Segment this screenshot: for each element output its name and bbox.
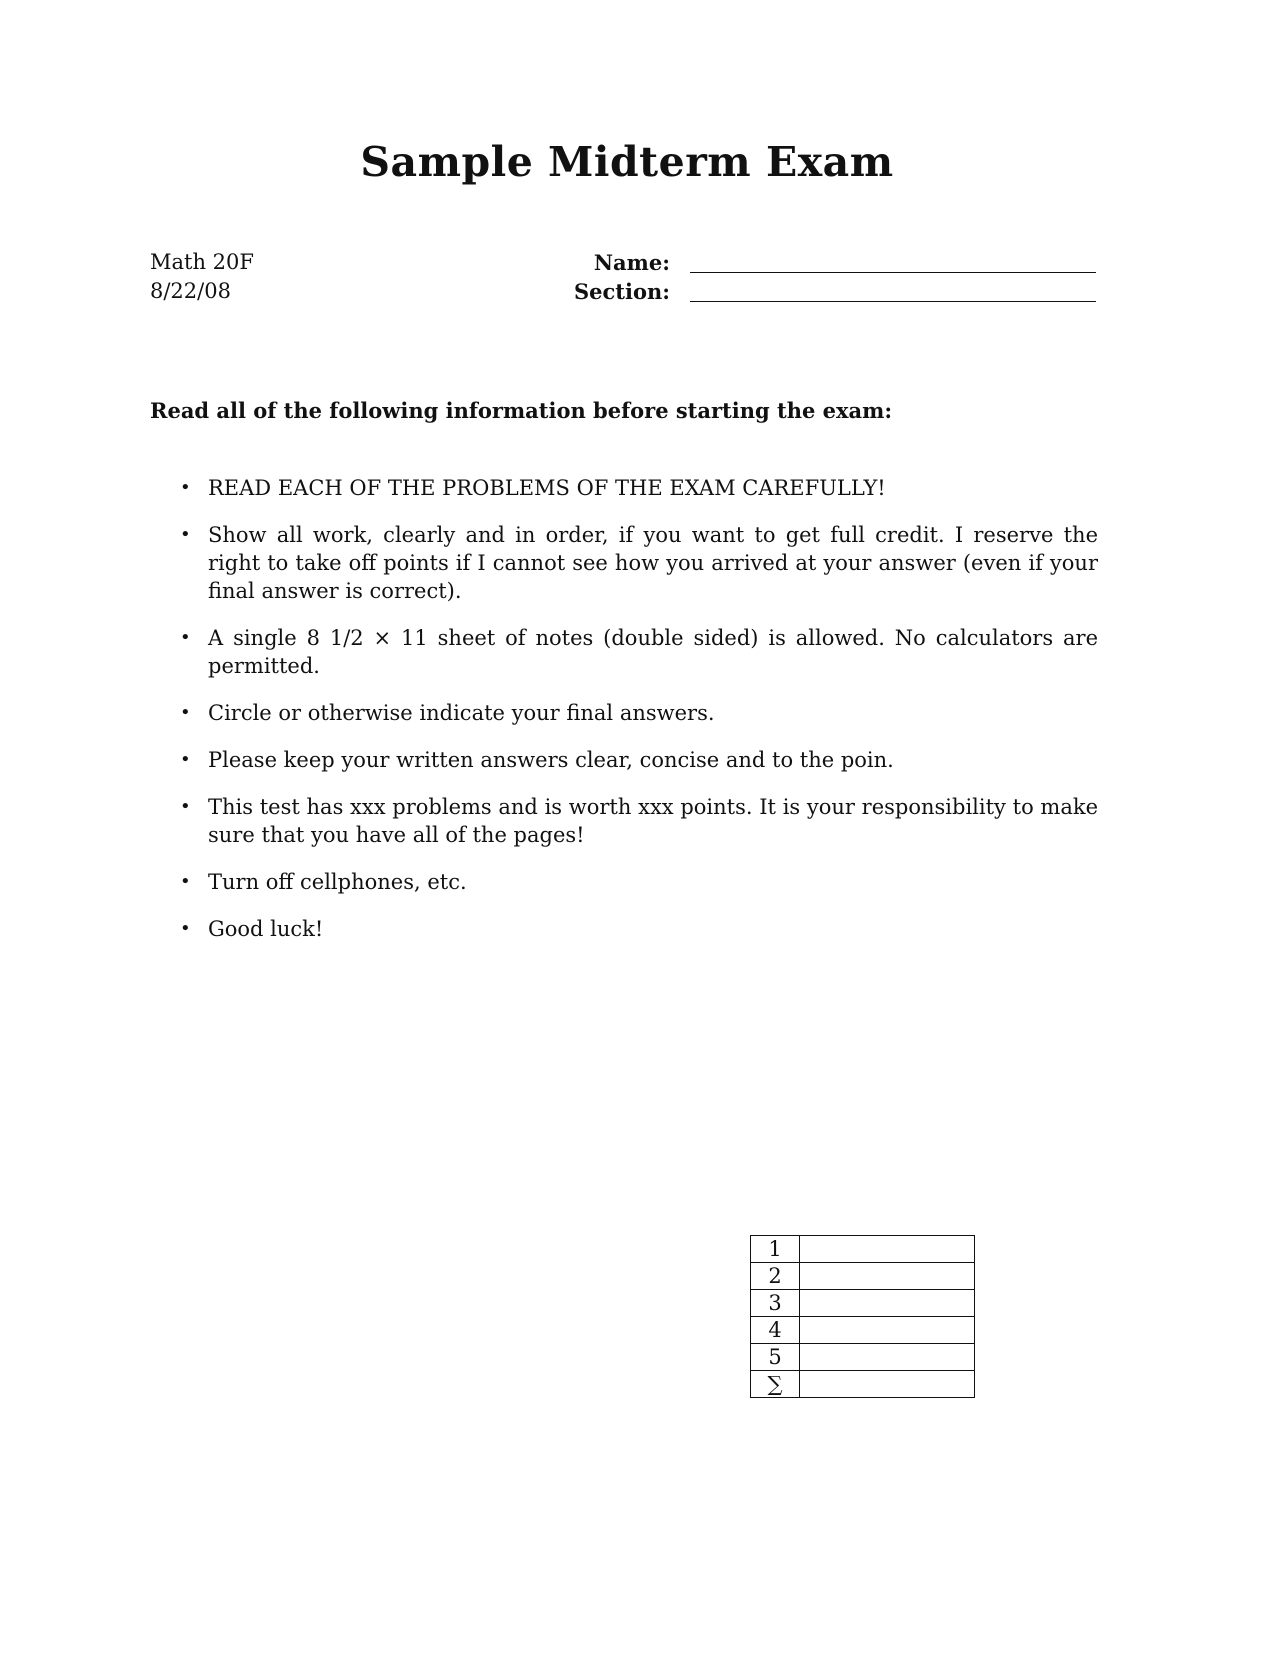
score-cell[interactable] [800,1263,975,1290]
list-item [150,868,1098,896]
list-item-text: Show all work, clearly and in order, if you want to get full credit. I reserve the right to take off points if I cannot see how you arrived at your answer (even if your final answer is correct). [208,523,1098,603]
name-label: Name: [593,250,670,275]
total-sum-icon: ∑ [751,1371,800,1398]
problem-number: 5 [751,1344,800,1371]
list-item [150,521,1098,605]
score-table [750,1235,975,1398]
list-item-text: This test has xxx problems and is worth xxx points. It is your responsibility to make sure that you have all of the pages! [208,795,1098,847]
page-title: Sample Midterm Exam [360,138,894,186]
name-field-row [520,248,1100,277]
course-info [150,248,254,306]
list-item [150,746,1098,774]
problem-number: 1 [751,1236,800,1263]
bullet-icon: • [180,702,191,723]
section-field-row [520,277,1100,306]
score-cell[interactable] [800,1236,975,1263]
total-score-cell[interactable] [800,1371,975,1398]
list-item-text: Circle or otherwise indicate your final answers. [208,701,715,725]
problem-number: 2 [751,1263,800,1290]
list-item [150,699,1098,727]
student-fields [520,248,1100,306]
table-row [751,1290,975,1317]
bullet-icon: • [180,749,191,770]
problem-number: 3 [751,1290,800,1317]
list-item-text: READ EACH OF THE PROBLEMS OF THE EXAM CAREFULLY! [208,476,886,500]
bullet-icon: • [180,524,191,545]
list-item-text: A single 8 1/2 × 11 sheet of notes (double sided) is allowed. No calculators are permitted. [208,626,1098,678]
score-cell[interactable] [800,1317,975,1344]
bullet-icon: • [180,871,191,892]
section-blank-line[interactable] [690,301,1096,302]
bullet-icon: • [180,918,191,939]
list-item [150,474,1098,502]
table-row [751,1317,975,1344]
list-item-text: Good luck! [208,917,324,941]
list-item-text: Turn off cellphones, etc. [208,870,467,894]
exam-date: 8/22/08 [150,279,231,303]
bullet-icon: • [180,477,191,498]
score-cell[interactable] [800,1290,975,1317]
course-name: Math 20F [150,250,254,274]
table-row [751,1371,975,1398]
list-item [150,793,1098,849]
list-item [150,915,1098,943]
list-item-text: Please keep your written answers clear, concise and to the poin. [208,748,894,772]
name-blank-line[interactable] [690,272,1096,273]
instructions-list [150,474,1098,962]
bullet-icon: • [180,627,191,648]
score-cell[interactable] [800,1344,975,1371]
instructions-heading: Read all of the following information before starting the exam: [150,398,893,423]
bullet-icon: • [180,796,191,817]
problem-number: 4 [751,1317,800,1344]
table-row [751,1344,975,1371]
table-row [751,1263,975,1290]
table-row [751,1236,975,1263]
section-label: Section: [573,279,670,304]
list-item [150,624,1098,680]
